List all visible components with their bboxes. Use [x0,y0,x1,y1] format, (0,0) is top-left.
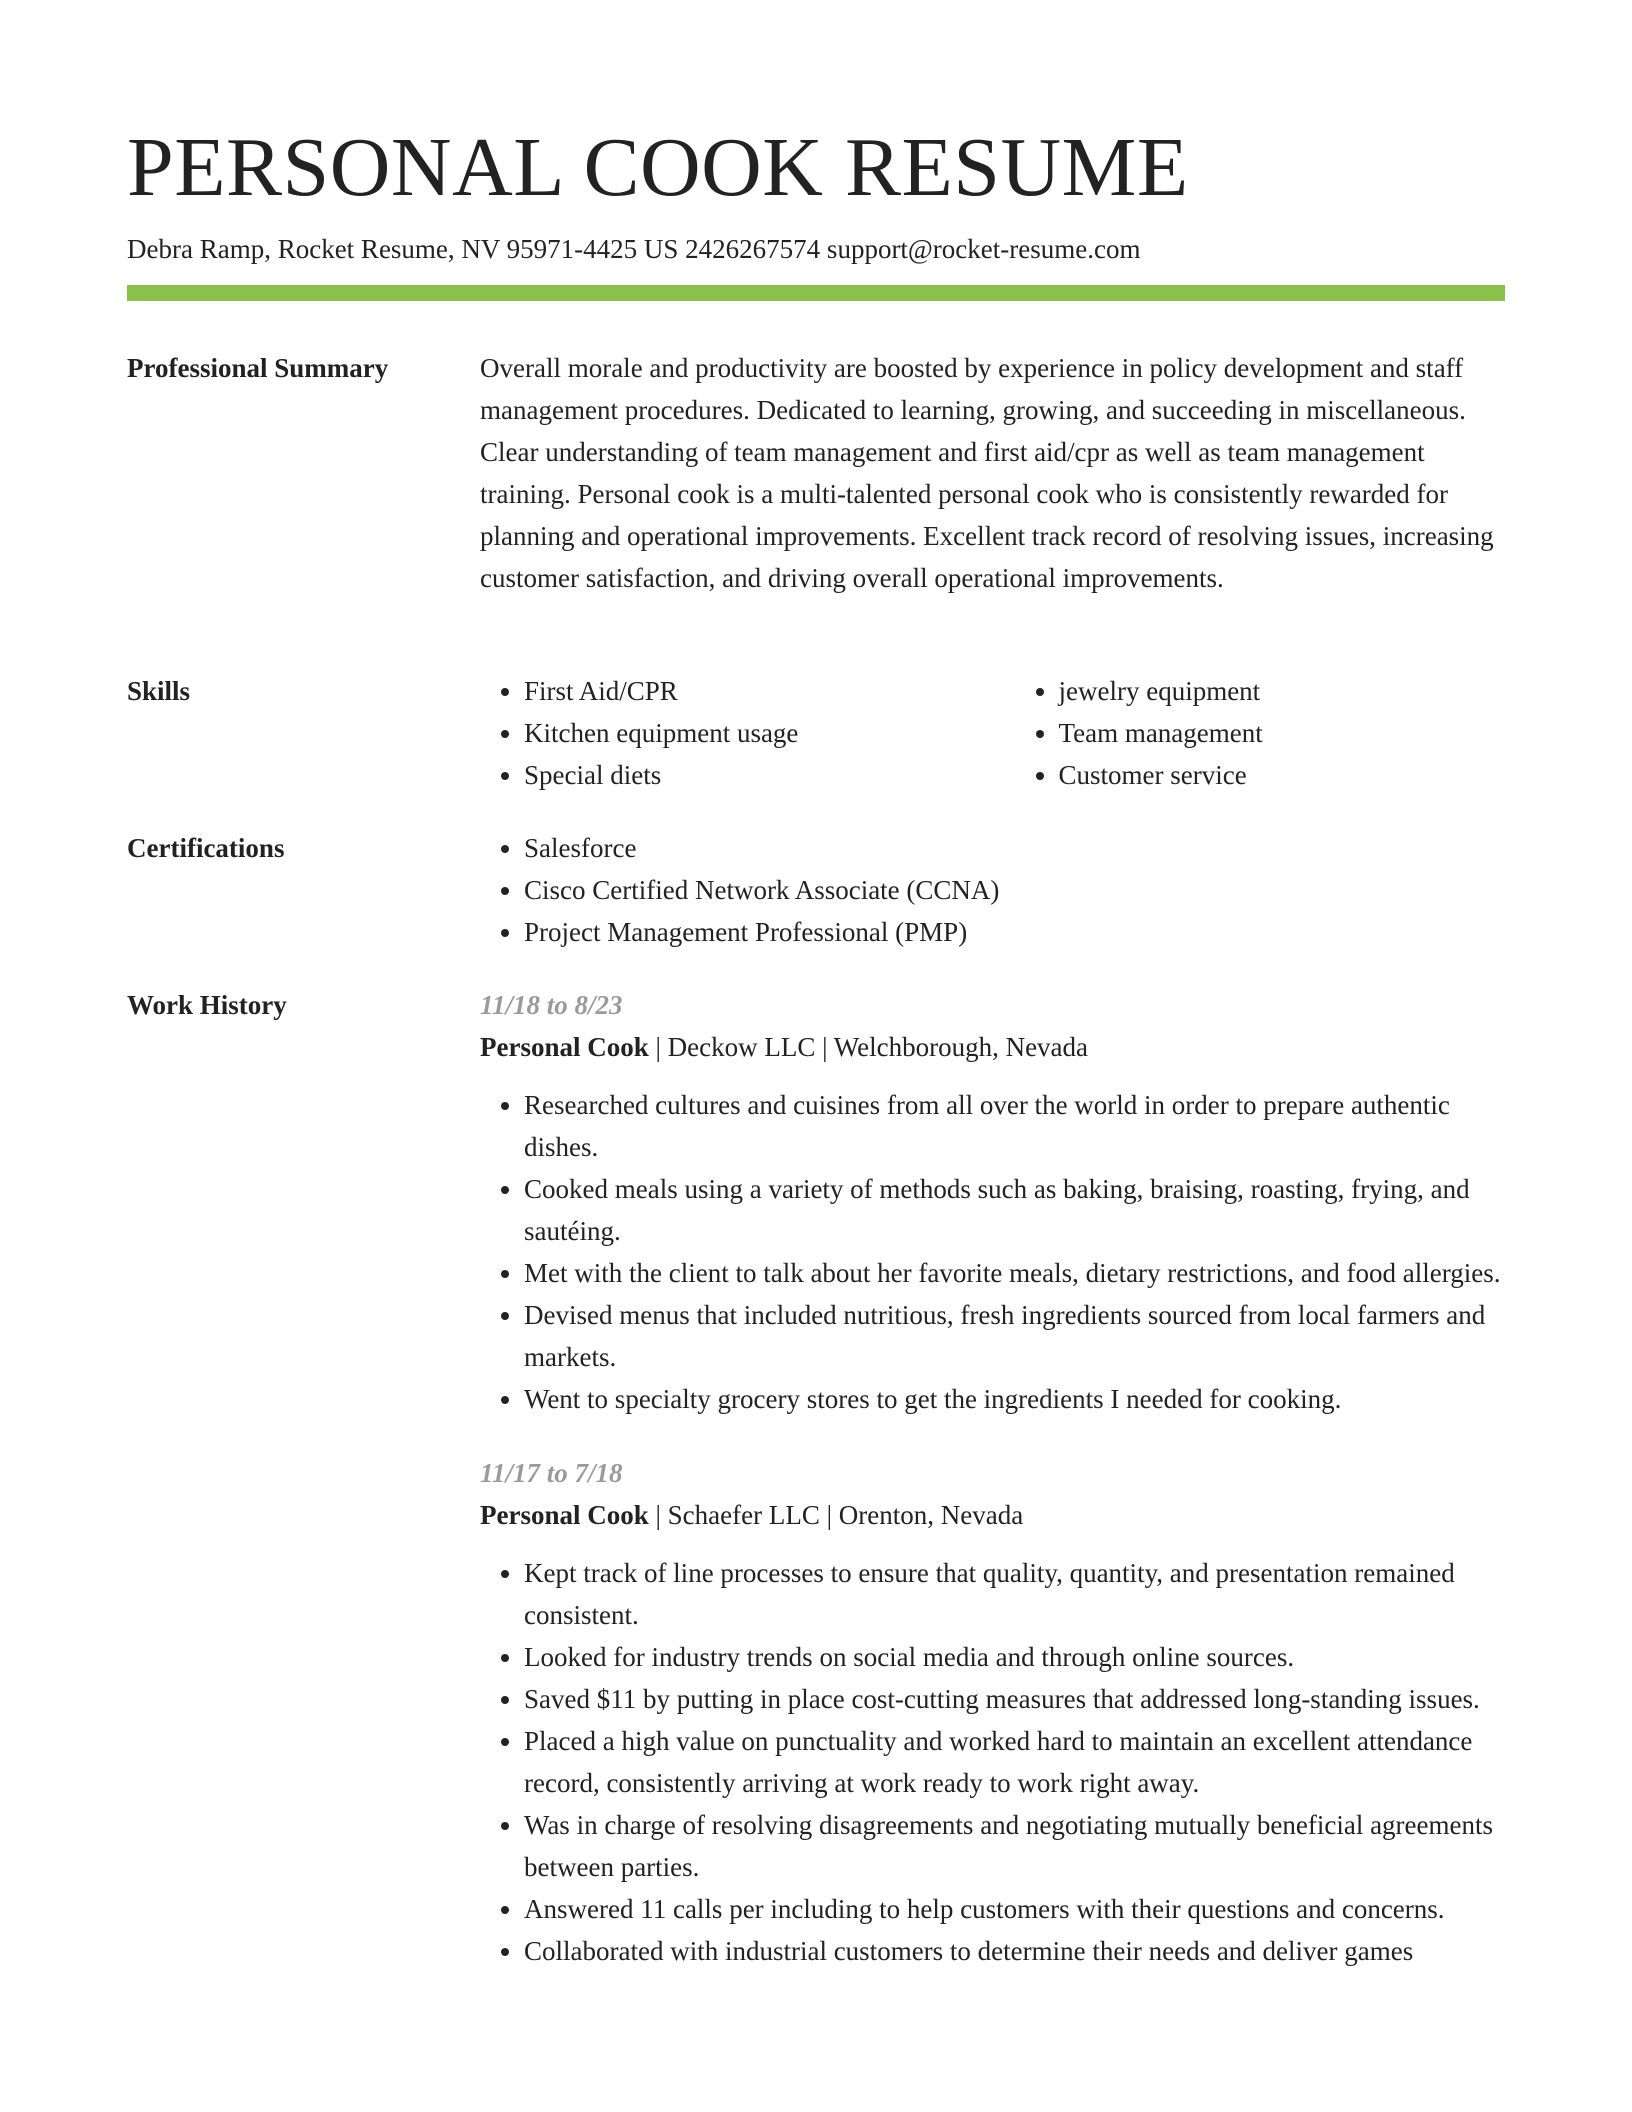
certification-item: • Cisco Certified Network Associate (CCNA) [524,869,1505,911]
job-title: Personal Cook [480,1500,649,1530]
skills-list-left [480,670,971,796]
certification-item: • Salesforce [524,827,1505,869]
job-separator: | [648,1500,668,1530]
job-bullet: • Answered 11 calls per including to help customers with their questions and concerns. [524,1888,1505,1930]
job-company: Deckow LLC [667,1032,816,1062]
job-bullet: • Placed a high value on punctuality and worked hard to maintain an excellent attendance record, consistently arriving at work ready to work right away. [524,1720,1505,1804]
skills-grid [480,670,1505,796]
job-bullet: • Devised menus that included nutritious, fresh ingredients sourced from local farmers and markets. [524,1294,1505,1378]
skills-list-right [1015,670,1506,796]
job-dates: 11/17 to 7/18 [480,1458,623,1488]
work-history-content [480,984,1505,1972]
summary-content [480,347,1505,599]
job-bullet: • Met with the client to talk about her favorite meals, dietary restrictions, and food allergies. [524,1252,1505,1294]
job-heading [480,1494,1505,1536]
work-history-label: Work History [127,990,287,1020]
job-separator: | [819,1500,839,1530]
certifications-list [480,827,1505,953]
header-divider [127,285,1505,301]
job-bullet: • Collaborated with industrial customers to determine their needs and deliver games [524,1930,1505,1972]
resume-title: PERSONAL COOK RESUME [127,121,1189,214]
certification-item: • Project Management Professional (PMP) [524,911,1505,953]
job-heading [480,1026,1505,1068]
job-separator: | [815,1032,834,1062]
skill-item: • Kitchen equipment usage [524,712,971,754]
job-separator: | [648,1032,668,1062]
job-bullet: • Saved $11 by putting in place cost-cutting measures that addressed long-standing issues. [524,1678,1505,1720]
skill-item: • Customer service [1059,754,1506,796]
skill-item: • Team management [1059,712,1506,754]
job-bullet: • Looked for industry trends on social media and through online sources. [524,1636,1505,1678]
summary-text: Overall morale and productivity are boosted by experience in policy development and staff management procedures. Dedicated to learning, growing, and succeeding in miscellaneous. Clear understanding of team management and first aid/cpr as well as team management training. Personal cook is a multi-talented personal cook who is consistently rewarded for planning and operational improvements. Excellent track record of resolving issues, increasing customer satisfaction, and driving overall operational improvements. [480,353,1494,593]
job-location: Welchborough, Nevada [833,1032,1089,1062]
job-dates: 11/18 to 8/23 [480,990,623,1020]
job-entry [480,984,1505,1420]
skill-item: • Special diets [524,754,971,796]
job-bullet: • Researched cultures and cuisines from all over the world in order to prepare authentic dishes. [524,1084,1505,1168]
job-company: Schaefer LLC [667,1500,820,1530]
contact-line: Debra Ramp, Rocket Resume, NV 95971-4425 US 2426267574 support@rocket-resume.com [127,234,1141,264]
job-bullet: • Went to specialty grocery stores to get the ingredients I needed for cooking. [524,1378,1505,1420]
certifications-content [480,827,1505,953]
certifications-label: Certifications [127,833,285,863]
summary-label: Professional Summary [127,353,389,383]
skill-item: • jewelry equipment [1059,670,1506,712]
skills-label: Skills [127,676,191,706]
skill-item: • First Aid/CPR [524,670,971,712]
job-bullet: • Cooked meals using a variety of methods such as baking, braising, roasting, frying, and sautéing. [524,1168,1505,1252]
job-bullets [480,1552,1505,1972]
job-entry [480,1452,1505,1972]
job-bullet: • Kept track of line processes to ensure that quality, quantity, and presentation remained consistent. [524,1552,1505,1636]
job-title: Personal Cook [480,1032,649,1062]
job-bullets [480,1084,1505,1420]
job-location: Orenton, Nevada [838,1500,1024,1530]
job-bullet: • Was in charge of resolving disagreements and negotiating mutually beneficial agreements between parties. [524,1804,1505,1888]
